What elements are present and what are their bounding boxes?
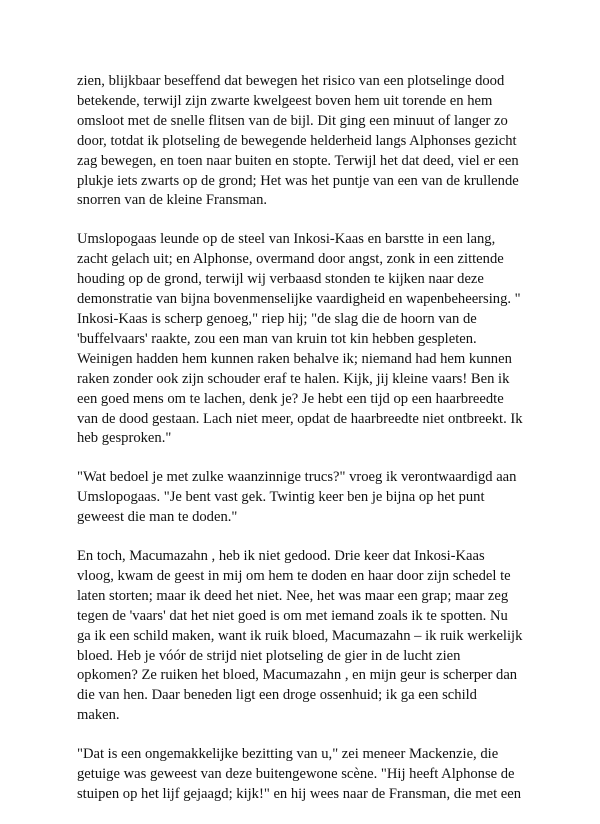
document-page <box>77 72 529 824</box>
paragraph-3: "Wat bedoel je met zulke waanzinnige trucs?" vroeg ik verontwaardigd aan Umslopogaas. "Je bent vast gek. Twintig keer ben je bijna op het punt geweest die man te doden." <box>77 469 517 526</box>
paragraph-4: En toch, Macumazahn , heb ik niet gedood. Drie keer dat Inkosi-Kaas vloog, kwam de geest in mij om hem te doden en haar door zijn schedel te laten storten; maar ik deed het niet. Nee, het was maar een grap; maar zeg tegen de 'vaars' dat het niet goed is om met iemand zoals ik te spotten. Nu ga ik een schild maken, want ik ruik bloed, Macumazahn – ik ruik werkelijk bloed. Heb je vóór de strijd niet plotseling de gier in de lucht zien opkomen? Ze ruiken het bloed, Macumazahn , en mijn geur is scherper dan die van hen. Daar beneden ligt een droge ossenhuid; ik ga een schild maken. <box>77 548 523 724</box>
paragraph-2: Umslopogaas leunde op de steel van Inkosi-Kaas en barstte in een lang, zacht gelach uit; en Alphonse, overmand door angst, zonk in een zittende houding op de grond, terwijl wij verbaasd stonden te kijken naar deze demonstratie van bijna bovenmenselijke vaardigheid en wapenbeheersing. " Inkosi-Kaas is scherp genoeg," riep hij; "de slag die de hoorn van de 'buffelvaars' raakte, zou een man van kruin tot kin hebben gespleten. Weinigen hadden hem kunnen raken behalve ik; niemand had hem kunnen raken zonder ook zijn schouder eraf te halen. Kijk, jij kleine vaars! Ben ik een goed mens om te lachen, denk je? Je hebt een tijd op een haarbreedte van de dood gestaan. Lach niet meer, opdat de haarbreedte niet ontbreekt. Ik heb gesproken." <box>77 231 523 447</box>
paragraph-1: zien, blijkbaar beseffend dat bewegen het risico van een plotselinge dood betekende, terwijl zijn zwarte kwelgeest boven hem uit torende en hem omsloot met de snelle flitsen van de bijl. Dit ging een minuut of langer zo door, totdat ik plotseling de bewegende helderheid langs Alphonses gezicht zag bewegen, en toen naar buiten en stopte. Terwijl het dat deed, viel er een plukje iets zwarts op de grond; Het was het puntje van een van de krullende snorren van de kleine Fransman. <box>77 73 519 209</box>
paragraph-5: "Dat is een ongemakkelijke bezitting van u," zei meneer Mackenzie, die getuige was geweest van deze buitengewone scène. "Hij heeft Alphonse de stuipen op het lijf gejaagd; kijk!" en hij wees naar de Fransman, die met een <box>77 746 522 802</box>
